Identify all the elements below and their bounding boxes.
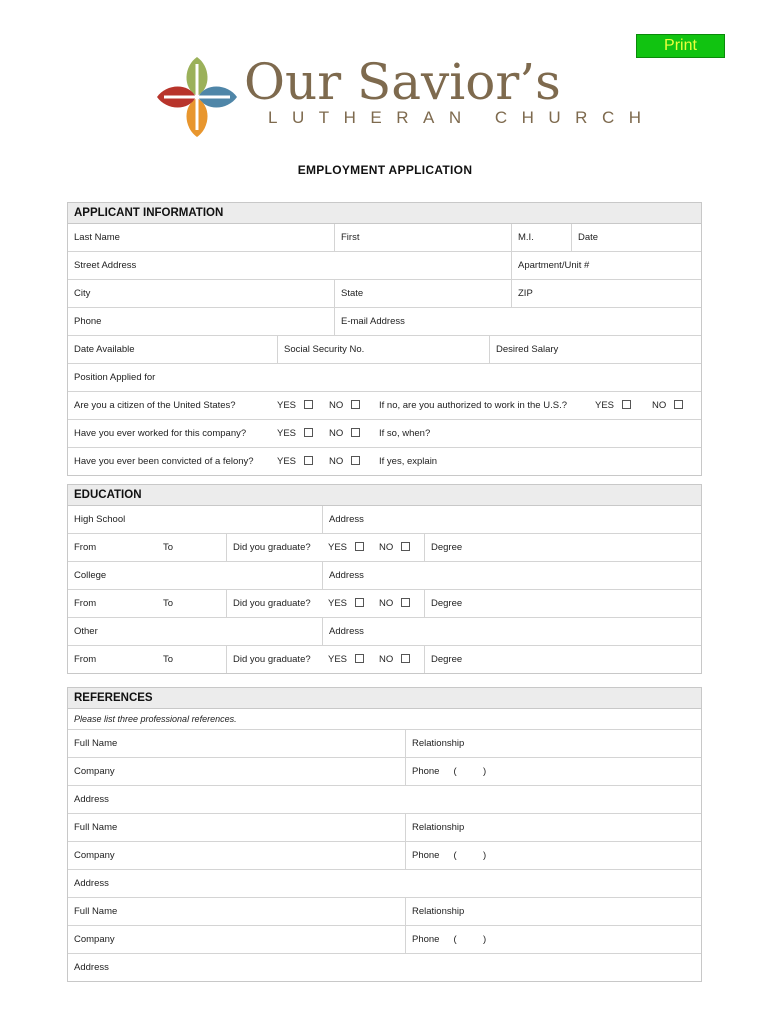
cross-petals-icon — [152, 52, 242, 142]
college-address-field[interactable]: Address — [322, 562, 701, 589]
position-row — [68, 364, 701, 392]
email-field[interactable]: E-mail Address — [334, 308, 701, 335]
from-field[interactable]: From — [74, 598, 97, 609]
contact-row — [68, 308, 701, 336]
date-field[interactable]: Date — [571, 224, 701, 251]
education-section — [67, 484, 702, 674]
reference-3-company-row — [68, 926, 701, 954]
authorized-yes-option[interactable] — [595, 392, 631, 419]
worked-question: Have you ever worked for this company? — [74, 428, 247, 439]
no-checkbox[interactable] — [351, 456, 360, 465]
church-logo — [152, 52, 656, 142]
references-section — [67, 687, 702, 982]
worked-yes-option[interactable] — [277, 420, 313, 447]
reference-2-name-row — [68, 814, 701, 842]
apartment-field[interactable]: Apartment/Unit # — [511, 252, 701, 279]
references-note: Please list three professional references. — [74, 714, 237, 724]
college-dates-row — [68, 590, 701, 618]
date-available-field[interactable]: Date Available — [74, 344, 135, 355]
authorized-no-option[interactable] — [652, 392, 683, 419]
form-title: EMPLOYMENT APPLICATION — [297, 163, 473, 177]
yes-label: YES — [595, 400, 615, 411]
graduate-yes-option[interactable] — [328, 646, 364, 673]
street-row — [68, 252, 701, 280]
address-field[interactable]: Address — [74, 794, 109, 805]
phone-label: Phone — [412, 766, 440, 777]
print-button[interactable]: Print — [636, 34, 725, 58]
college-row — [68, 562, 701, 590]
yes-label: YES — [328, 654, 348, 665]
graduate-no-option[interactable] — [379, 590, 410, 617]
no-label: NO — [652, 400, 667, 411]
graduate-no-option[interactable] — [379, 534, 410, 561]
no-label: NO — [379, 654, 394, 665]
full-name-field[interactable]: Full Name — [74, 738, 118, 749]
yes-checkbox[interactable] — [304, 456, 313, 465]
citizen-yes-option[interactable] — [277, 392, 313, 419]
company-field[interactable]: Company — [74, 934, 115, 945]
no-label: NO — [379, 598, 394, 609]
reference-1-address-row — [68, 786, 701, 814]
to-field[interactable]: To — [163, 598, 174, 609]
company-field[interactable]: Company — [74, 766, 115, 777]
logo-title: Our Savior’s — [244, 53, 561, 111]
phone-field[interactable] — [405, 842, 701, 869]
yes-checkbox[interactable] — [355, 542, 364, 551]
yes-checkbox[interactable] — [622, 400, 631, 409]
reference-1-name-row — [68, 730, 701, 758]
from-field[interactable]: From — [74, 542, 97, 553]
zip-field[interactable]: ZIP — [511, 280, 701, 307]
phone-area-code: ( ) — [453, 934, 487, 945]
city-row — [68, 280, 701, 308]
worked-row — [68, 420, 701, 448]
worked-when-field[interactable]: If so, when? — [379, 428, 431, 439]
reference-1-company-row — [68, 758, 701, 786]
city-field[interactable]: City — [74, 288, 91, 299]
no-checkbox[interactable] — [401, 598, 410, 607]
graduate-question: Did you graduate? — [226, 590, 323, 617]
note-row — [68, 709, 701, 730]
phone-field[interactable] — [405, 758, 701, 785]
full-name-field[interactable]: Full Name — [74, 906, 118, 917]
degree-field[interactable]: Degree — [424, 646, 701, 673]
street-address-field[interactable]: Street Address — [74, 260, 137, 271]
degree-field[interactable]: Degree — [424, 590, 701, 617]
reference-2-company-row — [68, 842, 701, 870]
from-field[interactable]: From — [74, 654, 97, 665]
no-checkbox[interactable] — [351, 400, 360, 409]
position-field[interactable]: Position Applied for — [74, 372, 156, 383]
no-checkbox[interactable] — [401, 654, 410, 663]
reference-3-name-row — [68, 898, 701, 926]
yes-label: YES — [277, 400, 297, 411]
authorized-question: If no, are you authorized to work in the U.S.? — [379, 400, 567, 411]
felony-no-option[interactable] — [329, 448, 360, 475]
other-school-field[interactable]: Other — [74, 626, 98, 637]
citizen-question: Are you a citizen of the United States? — [74, 400, 236, 411]
no-checkbox[interactable] — [351, 428, 360, 437]
high-school-field[interactable]: High School — [74, 514, 126, 525]
to-field[interactable]: To — [163, 654, 174, 665]
availability-row — [68, 336, 701, 364]
school-address-field[interactable]: Address — [322, 506, 701, 533]
section-heading: REFERENCES — [68, 688, 701, 709]
citizen-no-option[interactable] — [329, 392, 360, 419]
yes-checkbox[interactable] — [304, 428, 313, 437]
felony-row — [68, 448, 701, 475]
yes-checkbox[interactable] — [355, 598, 364, 607]
last-name-field[interactable]: Last Name — [74, 232, 120, 243]
school-dates-row — [68, 534, 701, 562]
full-name-field[interactable]: Full Name — [74, 822, 118, 833]
company-field[interactable]: Company — [74, 850, 115, 861]
no-label: NO — [379, 542, 394, 553]
phone-area-code: ( ) — [453, 766, 487, 777]
phone-label: Phone — [412, 850, 440, 861]
degree-field[interactable]: Degree — [424, 534, 701, 561]
applicant-section — [67, 202, 702, 476]
ssn-field[interactable]: Social Security No. — [277, 336, 484, 363]
yes-checkbox[interactable] — [304, 400, 313, 409]
yes-label: YES — [277, 428, 297, 439]
mi-field[interactable]: M.I. — [511, 224, 570, 251]
felony-question: Have you ever been convicted of a felony? — [74, 456, 254, 467]
section-heading: APPLICANT INFORMATION — [68, 203, 701, 224]
yes-label: YES — [277, 456, 297, 467]
phone-area-code: ( ) — [453, 850, 487, 861]
other-row — [68, 618, 701, 646]
felony-yes-option[interactable] — [277, 448, 313, 475]
graduate-question: Did you graduate? — [226, 534, 323, 561]
graduate-yes-option[interactable] — [328, 534, 364, 561]
name-row — [68, 224, 701, 252]
school-row — [68, 506, 701, 534]
no-checkbox[interactable] — [401, 542, 410, 551]
college-field[interactable]: College — [74, 570, 107, 581]
phone-field[interactable]: Phone — [74, 316, 102, 327]
address-field[interactable]: Address — [74, 878, 109, 889]
yes-checkbox[interactable] — [355, 654, 364, 663]
first-name-field[interactable]: First — [334, 224, 509, 251]
graduate-yes-option[interactable] — [328, 590, 364, 617]
state-field[interactable]: State — [334, 280, 509, 307]
logo-subtitle: LUTHERAN CHURCH — [268, 108, 656, 127]
section-heading: EDUCATION — [68, 485, 701, 506]
other-address-field[interactable]: Address — [322, 618, 701, 645]
graduate-no-option[interactable] — [379, 646, 410, 673]
relationship-field[interactable]: Relationship — [405, 898, 701, 925]
no-label: NO — [329, 456, 344, 467]
desired-salary-field[interactable]: Desired Salary — [489, 336, 701, 363]
relationship-field[interactable]: Relationship — [405, 814, 701, 841]
phone-label: Phone — [412, 934, 440, 945]
relationship-field[interactable]: Relationship — [405, 730, 701, 757]
reference-3-address-row — [68, 954, 701, 981]
to-field[interactable]: To — [163, 542, 174, 553]
phone-field[interactable] — [405, 926, 701, 953]
reference-2-address-row — [68, 870, 701, 898]
no-label: NO — [329, 428, 344, 439]
yes-label: YES — [328, 542, 348, 553]
address-field[interactable]: Address — [74, 962, 109, 973]
felony-explain-field[interactable]: If yes, explain — [379, 456, 438, 467]
citizen-row — [68, 392, 701, 420]
graduate-question: Did you graduate? — [226, 646, 323, 673]
worked-no-option[interactable] — [329, 420, 360, 447]
no-checkbox[interactable] — [674, 400, 683, 409]
yes-label: YES — [328, 598, 348, 609]
other-dates-row — [68, 646, 701, 673]
no-label: NO — [329, 400, 344, 411]
